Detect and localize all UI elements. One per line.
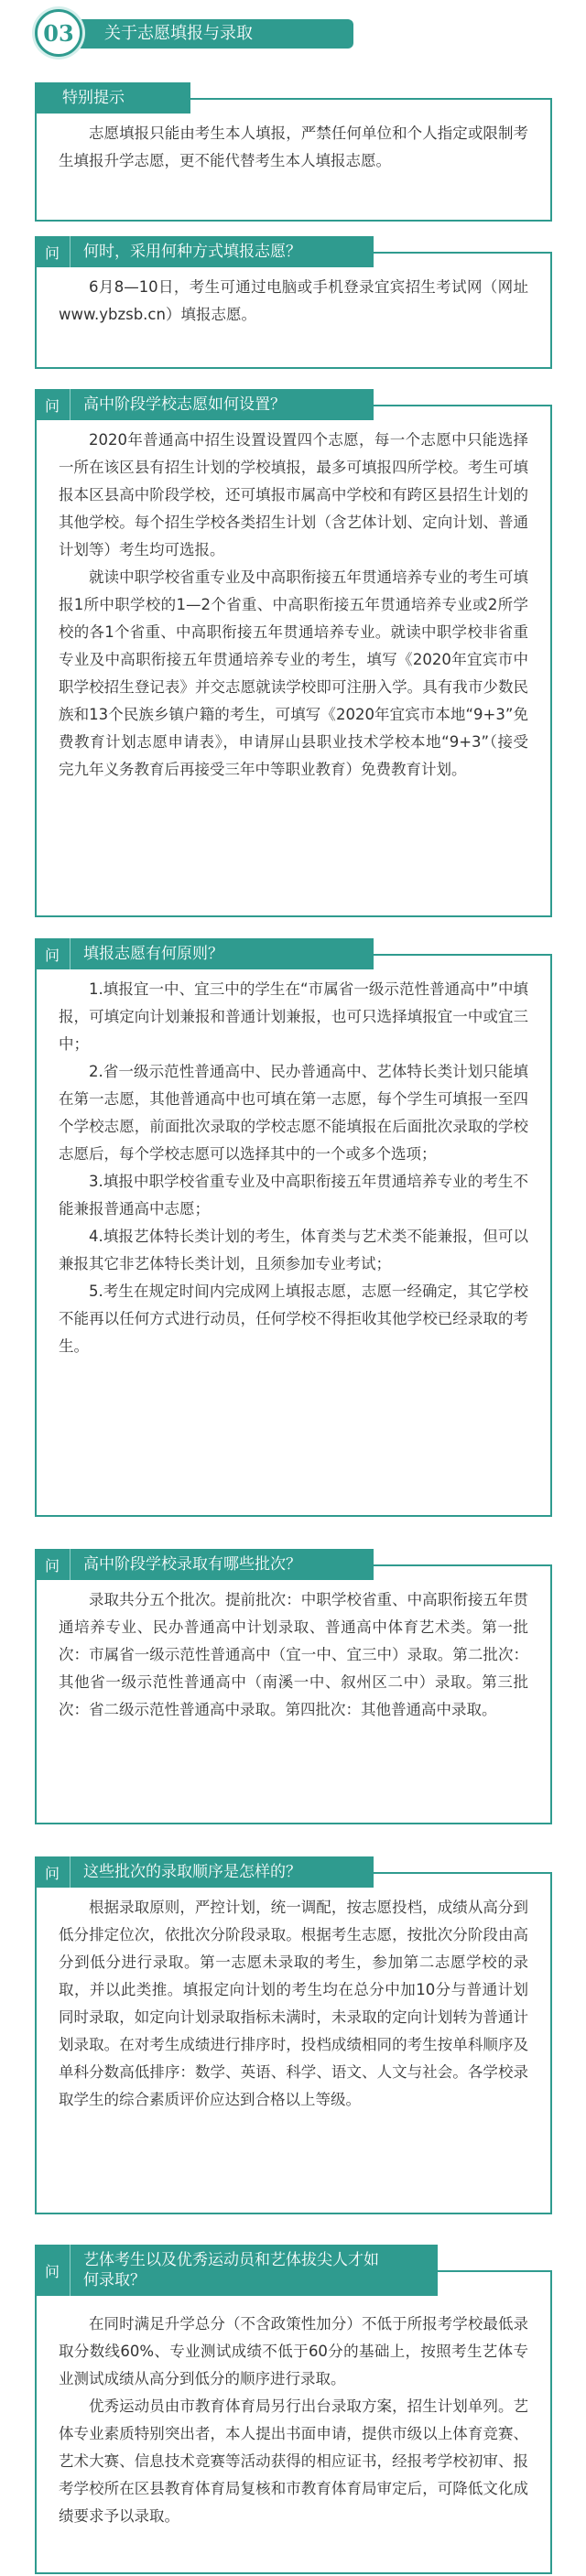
- volunteer-setting-tab: [35, 389, 374, 420]
- paragraph: 4.填报艺体特长类计划的考生，体育类与艺术类不能兼报，但可以兼报其它非艺体特长类计划，且须参加专业考试；: [59, 1228, 528, 1272]
- art-sports-tab: [35, 2245, 438, 2296]
- paragraph: 根据录取原则，严控计划，统一调配，按志愿投档，成绩从高分到低分排定位次，依批次分阶段录取。根据考生志愿，按批次分阶段由高分到低分进行录取。第一志愿未录取的考生，参加第二志愿学校的录取，并以此类推。填报定向计划的考生均在总分中加10分与普通计划同时录取，如定向计划录取指标未满时，未录取的定向计划转为普通计划录取。在对考生成绩进行排序时，投档成绩相同的考生按单科顺序及单科分数高低排序：数学、英语、科学、语文、人文与社会。各学校录取学生的综合素质评价应达到合格以上等级。: [59, 1899, 528, 2108]
- paragraph: 在同时满足升学总分（不含政策性加分）不低于所报考学校最低录取分数线60%、专业测试成绩不低于60分的基础上，按照考生艺体专业测试成绩从高分到低分的顺序进行录取。: [59, 2315, 528, 2387]
- special-notice-tab: [35, 82, 190, 114]
- section-number-badge: 03: [35, 9, 82, 57]
- paragraph: 2.省一级示范性普通高中、民办普通高中、艺体特长类计划只能填在第一志愿，其他普通高中也可填在第一志愿，每个学生可填报一至四个学校志愿，前面批次录取的学校志愿不能填报在后面批次录取的学校志愿后，每个学校志愿可以选择其中的一个或多个选项；: [59, 1063, 528, 1163]
- paragraph: 优秀运动员由市教育体育局另行出台录取方案，招生计划单列。艺体专业素质特别突出者，本人提出书面申请，提供市级以上体育竞赛、艺术大赛、信息技术竞赛等活动获得的相应证书，经报考学校初审、报考学校所在区县教育体育局复核和市教育体育局审定后，可降低文化成绩要求予以录取。: [59, 2397, 528, 2525]
- paragraph: 就读中职学校省重专业及中高职衔接五年贯通培养专业的考生可填报1所中职学校的1—2个省重、中高职衔接五年贯通培养专业或2所学校的各1个省重、中高职衔接五年贯通培养专业。就读中职学校非省重专业及中高职衔接五年贯通培养专业的考生，填写《2020年宜宾市中职学校招生登记表》并交志愿就读学校即可注册入学。具有我市少数民族和13个民族乡镇户籍的考生，可填写《2020年宜宾市本地“9+3”免费教育计划志愿申请表》，申请屏山县职业技术学校本地“9+3”（接受完九年义务教育后再接受三年中等职业教育）免费教育计划。: [59, 568, 528, 778]
- art-sports-box: [35, 2270, 552, 2574]
- paragraph: 志愿填报只能由考生本人填报，严禁任何单位和个人指定或限制考生填报升学志愿，更不能代替考生本人填报志愿。: [59, 124, 528, 169]
- order-tab: [35, 1856, 374, 1888]
- question-marker: 问: [35, 1856, 71, 1888]
- tab-label: 这些批次的录取顺序是怎样的？: [83, 1863, 301, 1881]
- tab-label: 高中阶段学校志愿如何设置？: [83, 395, 286, 414]
- batches-box: [35, 1564, 552, 1824]
- paragraph: 录取共分五个批次。提前批次：中职学校省重、中高职衔接五年贯通培养专业、民办普通高中计划录取、普通高中体育艺术类。第一批次：市属省一级示范性普通高中（宜一中、宜三中）录取。第二批次：其他省一级示范性普通高中（南溪一中、叙州区二中）录取。第三批次：省二级示范性普通高中录取。第四批次：其他普通高中录取。: [59, 1591, 528, 1718]
- principles-tab: [35, 938, 374, 969]
- question-marker: 问: [35, 2245, 71, 2296]
- volunteer-setting-box: [35, 405, 552, 917]
- tab-label: 特别提示: [62, 89, 125, 107]
- tab-label: 艺体考生以及优秀运动员和艺体拔尖人才如何录取？: [83, 2251, 379, 2289]
- question-marker: 问: [35, 236, 71, 267]
- batches-tab: [35, 1549, 374, 1580]
- question-marker: 问: [35, 938, 71, 969]
- special-notice-box: [35, 98, 552, 222]
- question-marker: 问: [35, 1549, 71, 1580]
- tab-label: 高中阶段学校录取有哪些批次？: [83, 1555, 301, 1574]
- paragraph: 2020年普通高中招生设置设置四个志愿，每一个志愿中只能选择一所在该区县有招生计划的学校填报，最多可填报四所学校。考生可填报本区县高中阶段学校，还可填报市属高中学校和有跨区县招生计划的其他学校。每个招生学校各类招生计划（含艺体计划、定向计划、普通计划等）考生均可选报。: [59, 431, 528, 558]
- question-marker: 问: [35, 389, 71, 420]
- section-title: 关于志愿填报与录取: [104, 24, 253, 43]
- section-header: [35, 9, 552, 57]
- when-how-box: [35, 252, 552, 369]
- order-box: [35, 1872, 552, 2214]
- paragraph: 5.考生在规定时间内完成网上填报志愿，志愿一经确定，其它学校不能再以任何方式进行动员，任何学校不得拒收其他学校已经录取的考生。: [59, 1283, 528, 1355]
- paragraph: 3.填报中职学校省重专业及中高职衔接五年贯通培养专业的考生不能兼报普通高中志愿；: [59, 1173, 528, 1218]
- paragraph: 6月8—10日，考生可通过电脑或手机登录宜宾招生考试网（网址www.ybzsb.cn）填报志愿。: [59, 278, 528, 323]
- principles-box: [35, 954, 552, 1517]
- when-how-tab: [35, 236, 374, 267]
- tab-label: 填报志愿有何原则？: [83, 945, 223, 963]
- tab-label: 何时，采用何种方式填报志愿？: [83, 243, 301, 261]
- paragraph: 1.填报宜一中、宜三中的学生在“市属省一级示范性普通高中”中填报，可填定向计划兼报和普通计划兼报，也可只选择填报宜一中或宜三中；: [59, 980, 528, 1053]
